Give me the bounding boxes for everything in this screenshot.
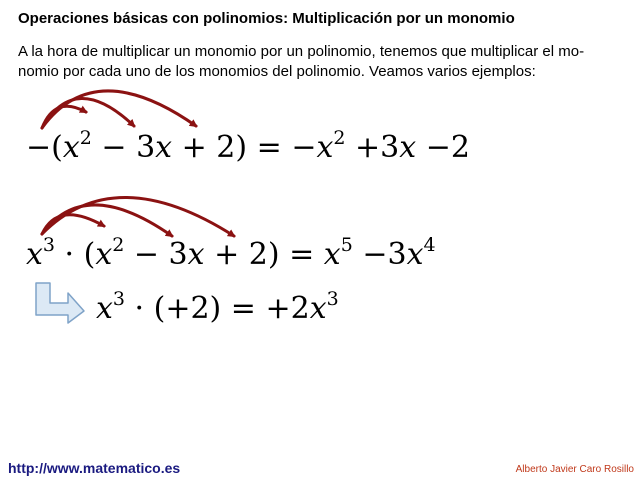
footer-author: Alberto Javier Caro Rosillo bbox=[515, 464, 634, 475]
arc-2c bbox=[42, 197, 234, 236]
math-term: = bbox=[247, 130, 292, 165]
math-term: x bbox=[399, 130, 417, 165]
math-term: x bbox=[406, 237, 424, 272]
math-term: ( bbox=[51, 130, 63, 165]
math-term: + 2) bbox=[172, 130, 248, 165]
equation-2 bbox=[26, 234, 436, 272]
math-term: −2 bbox=[416, 130, 470, 165]
math-term: · (+2) = +2 bbox=[125, 291, 310, 326]
math-term: 4 bbox=[423, 234, 436, 256]
math-term: −3 bbox=[352, 237, 407, 272]
math-term: 2 bbox=[112, 234, 125, 256]
math-term: 3 bbox=[42, 234, 56, 256]
math-term: x bbox=[26, 237, 43, 272]
math-term: − bbox=[26, 130, 52, 165]
intro-line-1: A la hora de multiplicar un monomio por un polinomio, tenemos que multiplicar el mo- bbox=[18, 43, 585, 60]
math-term: · ( bbox=[55, 237, 96, 272]
arc-1b bbox=[42, 98, 134, 128]
math-term: x bbox=[95, 237, 113, 272]
footer-url-link[interactable]: http://www.matematico.es bbox=[8, 460, 181, 476]
math-term: 3 bbox=[326, 288, 339, 310]
arc-2a bbox=[42, 215, 104, 234]
math-term: x bbox=[155, 130, 173, 165]
equation-3 bbox=[96, 288, 339, 326]
math-term: x bbox=[323, 237, 341, 272]
equation-1 bbox=[26, 127, 470, 165]
math-term: x bbox=[187, 237, 205, 272]
math-term: 2 bbox=[79, 127, 92, 149]
math-term: − 3 bbox=[91, 130, 156, 165]
page-title: Operaciones básicas con polinomios: Multiplicación por un monomio bbox=[18, 10, 515, 27]
math-term: = bbox=[279, 237, 324, 272]
math-term: 5 bbox=[340, 234, 353, 256]
math-term: 2 bbox=[333, 127, 346, 149]
intro-paragraph bbox=[18, 42, 630, 82]
math-term: + 2) bbox=[204, 237, 280, 272]
return-arrow-icon bbox=[34, 281, 86, 325]
math-term: +3 bbox=[345, 130, 400, 165]
arc-1a bbox=[42, 106, 86, 128]
math-term: x bbox=[316, 130, 334, 165]
arc-1c bbox=[42, 91, 196, 128]
math-term: − 3 bbox=[124, 237, 188, 272]
math-term: 3 bbox=[112, 288, 126, 310]
arc-2b bbox=[42, 205, 172, 236]
math-term: − bbox=[291, 130, 317, 165]
math-term: x bbox=[62, 130, 80, 165]
math-term: x bbox=[96, 291, 113, 326]
math-term: x bbox=[309, 291, 327, 326]
intro-line-2: nomio por cada uno de los monomios del polinomio. Veamos varios ejemplos: bbox=[18, 63, 536, 80]
